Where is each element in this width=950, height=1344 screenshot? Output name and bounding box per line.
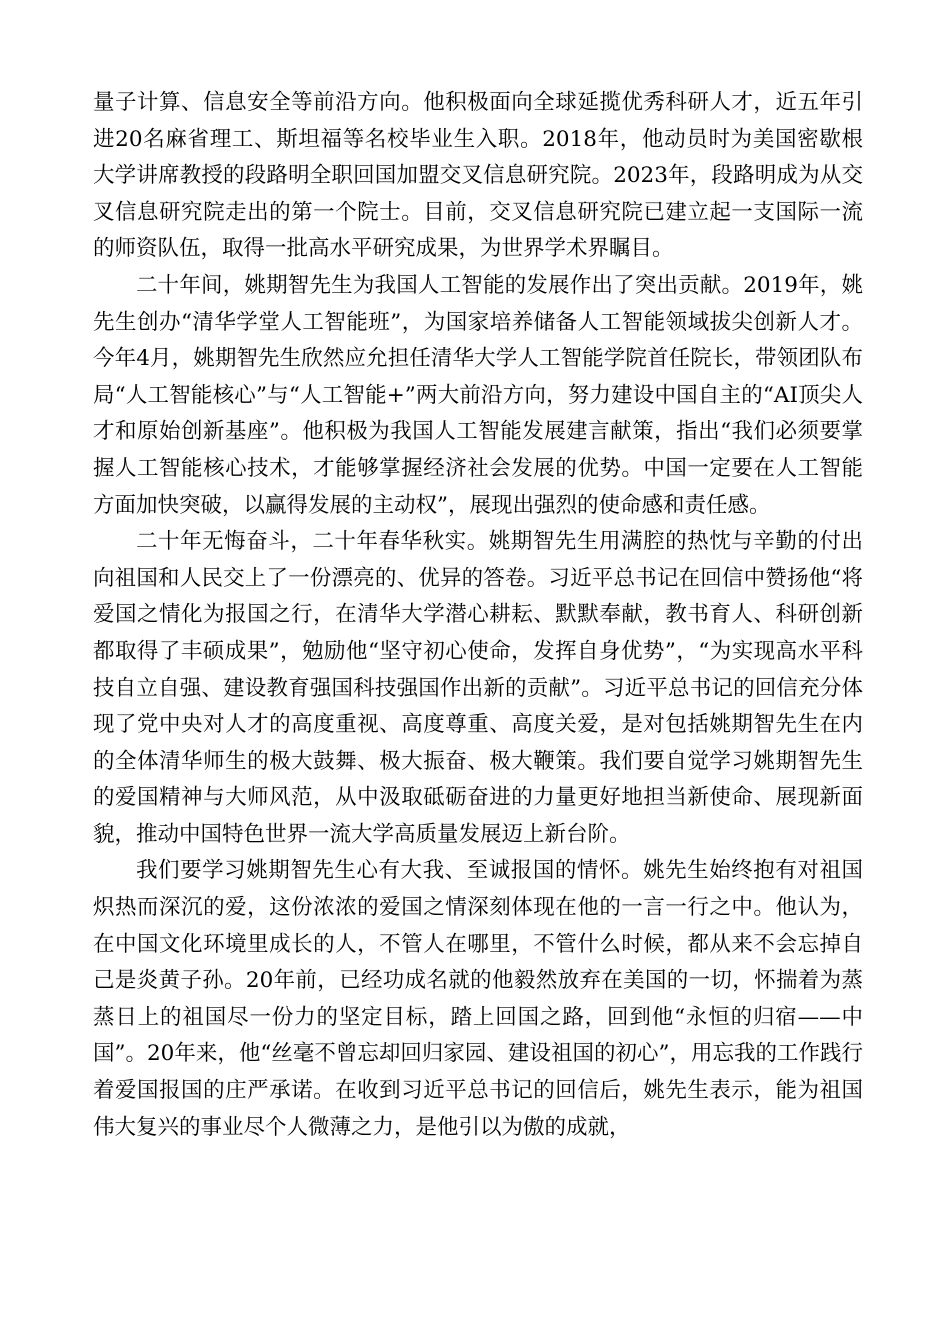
paragraph-2: 二十年间，姚期智先生为我国人工智能的发展作出了突出贡献。2019年，姚先生创办“清华学堂人工智能班”，为国家培养储备人工智能领域拔尖创新人才。今年4月，姚期智先生欣然应允担任清华大学人工智能学院首任院长，带领团队布局“人工智能核心”与“人工智能+”两大前沿方向，努力建设中国自主的“AI顶尖人才和原始创新基座”。他积极为我国人工智能发展建言献策，指出“我们必须要掌握人工智能核心技术，才能够掌握经济社会发展的优势。中国一定要在人工智能方面加快突破，以赢得发展的主动权”，展现出强烈的使命感和责任感。: [93, 272, 863, 518]
paragraph-4: 我们要学习姚期智先生心有大我、至诚报国的情怀。姚先生始终抱有对祖国炽热而深沉的爱，这份浓浓的爱国之情深刻体现在他的一言一行之中。他认为，在中国文化环境里成长的人，不管人在哪里，不管什么时候，都从来不会忘掉自己是炎黄子孙。20年前，已经功成名就的他毅然放弃在美国的一切，怀揣着为蒸蒸日上的祖国尽一份力的坚定目标，踏上回国之路，回到他“永恒的归宿——中国”。20年来，他“丝毫不曾忘却回归家园、建设祖国的初心”，用忘我的工作践行着爱国报国的庄严承诺。在收到习近平总书记的回信后，姚先生表示，能为祖国伟大复兴的事业尽个人微薄之力，是他引以为傲的成就，: [93, 858, 863, 1140]
document-page: [93, 85, 863, 1146]
paragraph-1: 量子计算、信息安全等前沿方向。他积极面向全球延揽优秀科研人才，近五年引进20名麻省理工、斯坦福等名校毕业生入职。2018年，他动员时为美国密歇根大学讲席教授的段路明全职回国加盟交叉信息研究院。2023年，段路明成为从交叉信息研究院走出的第一个院士。目前，交叉信息研究院已建立起一支国际一流的师资队伍，取得一批高水平研究成果，为世界学术界瞩目。: [93, 90, 863, 262]
paragraph-3: 二十年无悔奋斗，二十年春华秋实。姚期智先生用满腔的热忱与辛勤的付出向祖国和人民交上了一份漂亮的、优异的答卷。习近平总书记在回信中赞扬他“将爱国之情化为报国之行，在清华大学潜心耕耘、默默奉献，教书育人、科研创新都取得了丰硕成果”，勉励他“坚守初心使命，发挥自身优势”，“为实现高水平科技自立自强、建设教育强国科技强国作出新的贡献”。习近平总书记的回信充分体现了党中央对人才的高度重视、高度尊重、高度关爱，是对包括姚期智先生在内的全体清华师生的极大鼓舞、极大振奋、极大鞭策。我们要自觉学习姚期智先生的爱国精神与大师风范，从中汲取砥砺奋进的力量更好地担当新使命、展现新面貌，推动中国特色世界一流大学高质量发展迈上新台阶。: [93, 529, 863, 847]
